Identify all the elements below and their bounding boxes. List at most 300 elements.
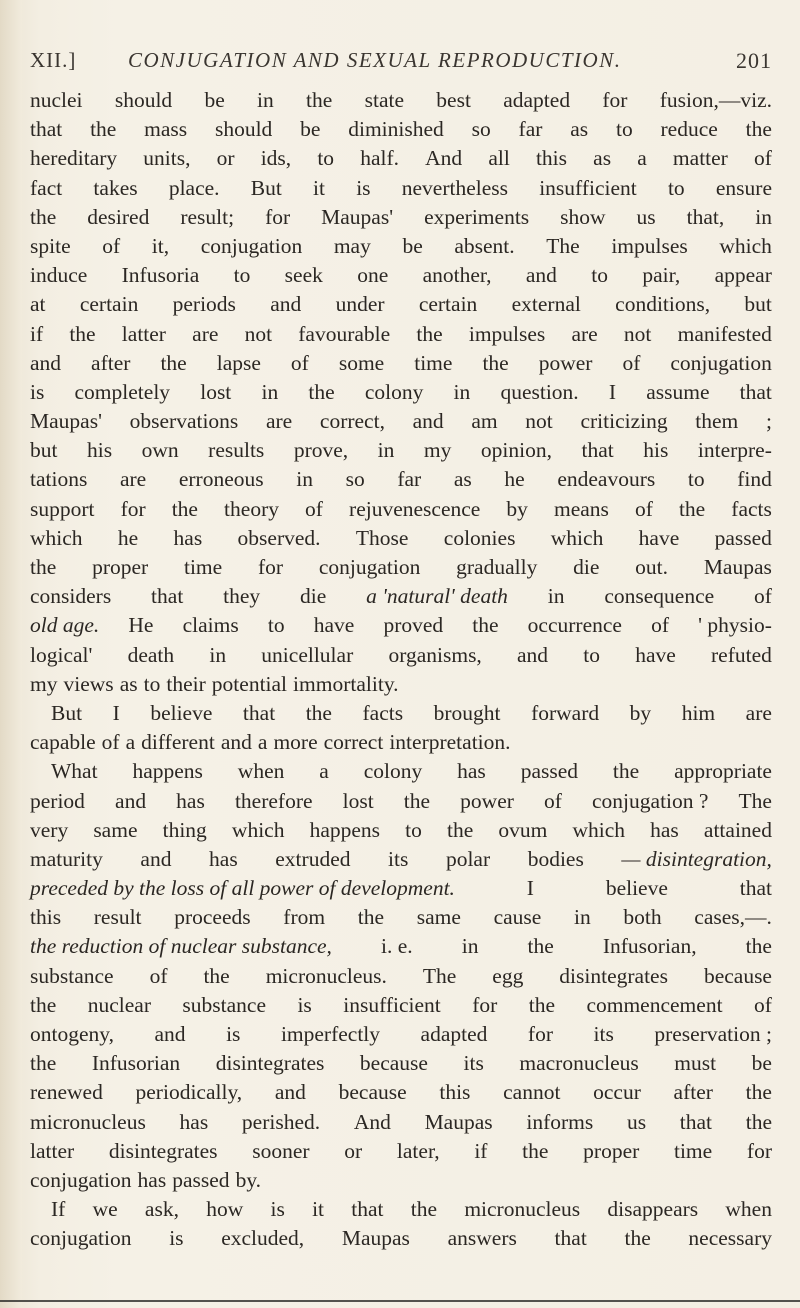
word: lost bbox=[200, 379, 232, 404]
word: later, bbox=[396, 1138, 440, 1163]
word: ensure bbox=[715, 175, 772, 200]
word: latter bbox=[121, 321, 166, 346]
word: the bbox=[745, 1109, 772, 1134]
running-head bbox=[30, 44, 772, 80]
word: the bbox=[308, 379, 335, 404]
word: this bbox=[439, 1080, 471, 1105]
word: has bbox=[176, 788, 205, 813]
word: matter bbox=[672, 146, 728, 171]
word: appropriate bbox=[674, 759, 772, 784]
word: and bbox=[220, 730, 252, 755]
word: the bbox=[446, 817, 474, 842]
word: the bbox=[522, 1138, 549, 1163]
text-line bbox=[30, 436, 772, 465]
word: passed bbox=[714, 525, 772, 550]
word: desired bbox=[87, 204, 150, 229]
word: micronucleus bbox=[30, 1109, 146, 1134]
word: takes bbox=[93, 175, 138, 200]
word: spite bbox=[30, 233, 71, 258]
word: conditions, bbox=[615, 292, 711, 317]
word: one bbox=[357, 263, 389, 288]
text-line bbox=[30, 1078, 772, 1107]
word: criticizing bbox=[580, 409, 668, 434]
word: for bbox=[746, 1138, 772, 1163]
word: in bbox=[573, 905, 591, 930]
word: have bbox=[635, 642, 676, 667]
text-line bbox=[30, 378, 772, 407]
word: and bbox=[517, 642, 549, 667]
word: it, bbox=[151, 233, 170, 258]
word: in bbox=[453, 379, 471, 404]
word: experiments bbox=[424, 204, 530, 229]
word: is bbox=[169, 1226, 184, 1251]
word: adapted bbox=[503, 88, 571, 112]
word: as bbox=[453, 467, 472, 492]
word: in bbox=[296, 467, 313, 492]
text-line bbox=[30, 1137, 772, 1166]
word: by. bbox=[235, 1167, 262, 1192]
word: perished. bbox=[241, 1109, 321, 1134]
word: the bbox=[745, 117, 772, 142]
word: the bbox=[745, 1080, 772, 1105]
word: mass bbox=[144, 117, 188, 142]
text-line bbox=[30, 320, 772, 349]
word: the bbox=[403, 788, 431, 813]
word: should bbox=[114, 88, 173, 112]
word: rejuvenescence bbox=[349, 496, 481, 521]
word: as bbox=[593, 146, 612, 171]
text-line bbox=[30, 699, 772, 728]
word: that bbox=[739, 876, 772, 901]
word: are bbox=[192, 321, 219, 346]
word: a bbox=[319, 759, 329, 784]
word: interpretation. bbox=[389, 730, 511, 755]
text-line bbox=[30, 611, 772, 640]
word: correct bbox=[323, 730, 384, 755]
word: time bbox=[673, 1138, 713, 1163]
word: show bbox=[560, 204, 606, 229]
word: micronucleus. bbox=[265, 963, 387, 988]
word: is bbox=[270, 1197, 285, 1222]
word: of bbox=[753, 146, 772, 171]
word: favourable bbox=[298, 321, 391, 346]
word: preceded by the loss of all power of development. bbox=[30, 876, 455, 901]
word: after bbox=[673, 1080, 713, 1105]
word: logical' bbox=[30, 642, 93, 667]
word: must bbox=[674, 1051, 717, 1076]
word: his bbox=[87, 438, 113, 463]
word: latter bbox=[30, 1138, 75, 1163]
word: But bbox=[250, 175, 282, 200]
word: by bbox=[506, 496, 528, 521]
word: has bbox=[173, 525, 203, 550]
word: and bbox=[140, 846, 172, 871]
word: organisms, bbox=[388, 642, 482, 667]
word: has bbox=[457, 759, 486, 784]
word: disintegrates bbox=[559, 963, 668, 988]
word: may bbox=[333, 233, 371, 258]
word: which bbox=[30, 525, 83, 550]
word: interpre- bbox=[697, 438, 772, 463]
word: maturity bbox=[30, 846, 103, 871]
word: far bbox=[397, 467, 422, 492]
word: same bbox=[93, 817, 138, 842]
word: certain bbox=[79, 292, 139, 317]
word: periods bbox=[172, 292, 236, 317]
word: to bbox=[267, 613, 285, 638]
text-line bbox=[30, 787, 772, 816]
text-line bbox=[30, 1224, 772, 1253]
word: What bbox=[51, 759, 98, 784]
word: for bbox=[257, 555, 284, 579]
word: happens bbox=[309, 817, 381, 842]
word: another, bbox=[422, 263, 492, 288]
word: believe bbox=[605, 876, 668, 901]
word: ids, bbox=[260, 146, 292, 171]
word: of bbox=[634, 496, 653, 521]
text-line bbox=[30, 962, 772, 991]
word: my bbox=[30, 671, 58, 696]
word: appear bbox=[714, 263, 772, 288]
word: and bbox=[525, 263, 557, 288]
word: he bbox=[504, 467, 525, 492]
word: to bbox=[583, 642, 600, 667]
word: or bbox=[344, 1138, 363, 1163]
word: external bbox=[511, 292, 581, 317]
word: it bbox=[313, 175, 325, 200]
text-line bbox=[30, 1020, 772, 1049]
word: his bbox=[643, 438, 669, 463]
word: to bbox=[233, 263, 251, 288]
word: is bbox=[226, 1022, 241, 1046]
word: him bbox=[681, 700, 716, 725]
word: the bbox=[357, 905, 385, 930]
word: power bbox=[538, 350, 593, 375]
word: a 'natural' death bbox=[366, 584, 508, 609]
word: Infusorian, bbox=[602, 934, 697, 959]
word: the bbox=[306, 88, 333, 112]
word: answers bbox=[447, 1226, 517, 1251]
word: for bbox=[265, 204, 291, 229]
word: is bbox=[356, 175, 371, 200]
word: Maupas' bbox=[30, 409, 102, 434]
text-line bbox=[30, 465, 772, 494]
word: that bbox=[554, 1226, 587, 1251]
word: correct, bbox=[319, 409, 385, 434]
word: so bbox=[345, 467, 365, 492]
word: observed. bbox=[237, 525, 321, 550]
word: and bbox=[274, 1080, 306, 1105]
text-line bbox=[30, 932, 772, 961]
word: ; bbox=[765, 409, 772, 434]
word: prove, bbox=[293, 438, 349, 463]
word: ' physio- bbox=[698, 613, 772, 638]
word: ovum bbox=[498, 817, 548, 842]
word: far bbox=[518, 117, 543, 142]
word: has bbox=[179, 1109, 209, 1134]
word: he bbox=[117, 525, 139, 550]
word: renewed bbox=[30, 1080, 103, 1105]
word: seek bbox=[284, 263, 323, 288]
word: proceeds bbox=[174, 905, 251, 930]
word: because bbox=[359, 1051, 428, 1076]
word: Maupas bbox=[424, 1109, 493, 1134]
word: occurrence bbox=[527, 613, 622, 638]
word: the bbox=[160, 350, 187, 375]
word: but bbox=[744, 292, 772, 317]
word: I bbox=[608, 379, 617, 404]
word: us bbox=[626, 1109, 647, 1134]
word: endeavours bbox=[557, 467, 656, 492]
word: Infusoria bbox=[121, 263, 200, 288]
word: but bbox=[30, 438, 58, 463]
word: And bbox=[353, 1109, 391, 1134]
word: same bbox=[416, 905, 461, 930]
text-line bbox=[30, 524, 772, 553]
word: considers bbox=[30, 584, 112, 609]
word: this bbox=[30, 905, 62, 930]
word: for bbox=[120, 496, 146, 521]
word: it bbox=[312, 1197, 325, 1222]
word: thing bbox=[162, 817, 207, 842]
word: refuted bbox=[711, 642, 772, 667]
word: more bbox=[273, 730, 318, 755]
word: gradually bbox=[456, 555, 538, 579]
word: polar bbox=[445, 846, 491, 871]
word: under bbox=[335, 292, 385, 317]
word: commencement bbox=[586, 992, 723, 1017]
word: Maupas bbox=[703, 555, 772, 579]
word: period bbox=[30, 788, 85, 813]
word: impulses bbox=[468, 321, 546, 346]
word: the bbox=[203, 963, 230, 988]
word: cannot bbox=[503, 1080, 561, 1105]
word: brought bbox=[433, 700, 501, 725]
word: And bbox=[425, 146, 463, 171]
word: my bbox=[423, 438, 452, 463]
word: different bbox=[141, 730, 215, 755]
word: has bbox=[137, 1167, 167, 1192]
word: that bbox=[581, 438, 614, 463]
text-line bbox=[30, 553, 772, 582]
word: be bbox=[300, 117, 321, 142]
running-title: CONJUGATION AND SEXUAL REPRODUCTION. bbox=[128, 48, 622, 72]
text-line bbox=[30, 728, 772, 757]
word: passed bbox=[520, 759, 579, 784]
word: claims bbox=[182, 613, 239, 638]
word: tations bbox=[30, 467, 88, 492]
word: of bbox=[754, 584, 772, 609]
word: are bbox=[571, 321, 598, 346]
chapter-number: XII.] bbox=[30, 48, 77, 72]
text-line bbox=[30, 903, 772, 932]
word: of bbox=[753, 992, 772, 1017]
word: place. bbox=[168, 175, 220, 200]
word: consequence bbox=[604, 584, 715, 609]
word: disappears bbox=[607, 1197, 699, 1222]
word: excluded, bbox=[221, 1226, 305, 1251]
text-line bbox=[30, 232, 772, 261]
word: its bbox=[388, 846, 409, 871]
word: results bbox=[208, 438, 265, 463]
word: for bbox=[602, 88, 628, 112]
word: in bbox=[377, 438, 395, 463]
word: their bbox=[166, 671, 206, 696]
word: that bbox=[30, 117, 63, 142]
text-line bbox=[30, 757, 772, 786]
word: by bbox=[629, 700, 652, 725]
word: they bbox=[223, 584, 261, 609]
word: the reduction of nuclear substance, bbox=[30, 934, 332, 959]
text-line bbox=[30, 1166, 772, 1195]
word: in bbox=[209, 642, 227, 667]
text-line bbox=[30, 290, 772, 319]
word: Infusorian bbox=[91, 1051, 181, 1076]
word: Maupas bbox=[341, 1226, 410, 1251]
word: the bbox=[69, 321, 96, 346]
word: disintegrates bbox=[215, 1051, 325, 1076]
word: of bbox=[101, 730, 120, 755]
word: nuclear bbox=[87, 992, 151, 1017]
word: has bbox=[209, 846, 238, 871]
word: for bbox=[527, 1022, 553, 1046]
word: lapse bbox=[216, 350, 261, 375]
word: insufficient bbox=[343, 992, 441, 1017]
word: reduce bbox=[660, 117, 718, 142]
word: which bbox=[550, 525, 604, 550]
word: of bbox=[290, 350, 309, 375]
page-number: 201 bbox=[736, 48, 772, 73]
word: the bbox=[528, 992, 555, 1017]
word: because bbox=[703, 963, 772, 988]
word: happens bbox=[132, 759, 203, 784]
word: at bbox=[30, 292, 46, 317]
word: that bbox=[739, 379, 772, 404]
word: the bbox=[624, 1226, 651, 1251]
word: completely bbox=[74, 379, 171, 404]
word: Maupas' bbox=[321, 204, 394, 229]
word: in bbox=[461, 934, 479, 959]
word: theory bbox=[224, 496, 279, 521]
word: which bbox=[719, 233, 772, 258]
word: of bbox=[305, 496, 323, 521]
word: the bbox=[30, 992, 57, 1017]
word: pair, bbox=[642, 263, 681, 288]
word: ontogeny, bbox=[30, 1022, 114, 1046]
word: question. bbox=[500, 379, 579, 404]
word: and bbox=[30, 350, 62, 375]
word: in bbox=[755, 204, 772, 229]
word: should bbox=[214, 117, 273, 142]
word: time bbox=[183, 555, 223, 579]
word: die bbox=[300, 584, 327, 609]
text-line bbox=[30, 349, 772, 378]
word: in bbox=[257, 88, 274, 112]
body-text bbox=[30, 86, 772, 1254]
word: to bbox=[317, 146, 335, 171]
word: proper bbox=[583, 1138, 640, 1163]
word: result; bbox=[180, 204, 235, 229]
word: erroneous bbox=[178, 467, 264, 492]
word: support bbox=[30, 496, 95, 521]
word: colony bbox=[363, 759, 423, 784]
word: views bbox=[63, 671, 114, 696]
word: preservation ; bbox=[654, 1022, 772, 1046]
word: as bbox=[570, 117, 589, 142]
word: The bbox=[422, 963, 457, 988]
word: conjugation bbox=[318, 555, 421, 579]
word: its bbox=[593, 1022, 614, 1046]
word: that bbox=[242, 700, 276, 725]
word: the bbox=[305, 700, 332, 725]
word: fusion,—viz. bbox=[659, 88, 772, 112]
word: a bbox=[637, 146, 647, 171]
word: diminished bbox=[348, 117, 444, 142]
word: fact bbox=[30, 175, 63, 200]
text-line bbox=[30, 641, 772, 670]
word: have bbox=[638, 525, 680, 550]
text-line bbox=[30, 1108, 772, 1137]
word: be bbox=[751, 1051, 772, 1076]
word: occur bbox=[593, 1080, 641, 1105]
word: macronucleus bbox=[519, 1051, 639, 1076]
word: attained bbox=[703, 817, 772, 842]
word: that bbox=[151, 584, 184, 609]
word: the bbox=[612, 759, 640, 784]
word: means bbox=[553, 496, 609, 521]
text-line bbox=[30, 816, 772, 845]
word: ask, bbox=[144, 1197, 179, 1222]
word: observations bbox=[129, 409, 239, 434]
word: The bbox=[546, 233, 580, 258]
word: colony bbox=[364, 379, 424, 404]
word: its bbox=[463, 1051, 484, 1076]
word: the bbox=[472, 613, 499, 638]
word: time bbox=[414, 350, 453, 375]
word: to bbox=[591, 263, 608, 288]
word: to bbox=[143, 671, 161, 696]
word: conjugation bbox=[200, 233, 303, 258]
word: not bbox=[525, 409, 553, 434]
word: because bbox=[338, 1080, 407, 1105]
word: power bbox=[460, 788, 514, 813]
word: old age. bbox=[30, 613, 100, 638]
word: of bbox=[651, 613, 670, 638]
word: units, bbox=[143, 146, 191, 171]
word: so bbox=[471, 117, 491, 142]
word: the bbox=[745, 934, 772, 959]
word: I bbox=[112, 700, 120, 725]
word: a bbox=[125, 730, 136, 755]
word: very bbox=[30, 817, 69, 842]
text-line bbox=[30, 115, 772, 144]
word: in bbox=[547, 584, 565, 609]
word: assume bbox=[646, 379, 710, 404]
text-line bbox=[30, 144, 772, 173]
word: lost bbox=[342, 788, 374, 813]
word: a bbox=[257, 730, 268, 755]
word: the bbox=[527, 934, 554, 959]
word: some bbox=[338, 350, 385, 375]
word: proper bbox=[92, 555, 149, 579]
word: immortality. bbox=[293, 671, 399, 696]
word: nuclei bbox=[30, 88, 83, 112]
word: the bbox=[30, 555, 57, 579]
word: that bbox=[679, 1109, 713, 1134]
word: conjugation bbox=[30, 1167, 132, 1192]
word: and bbox=[115, 788, 147, 813]
word: how bbox=[206, 1197, 244, 1222]
